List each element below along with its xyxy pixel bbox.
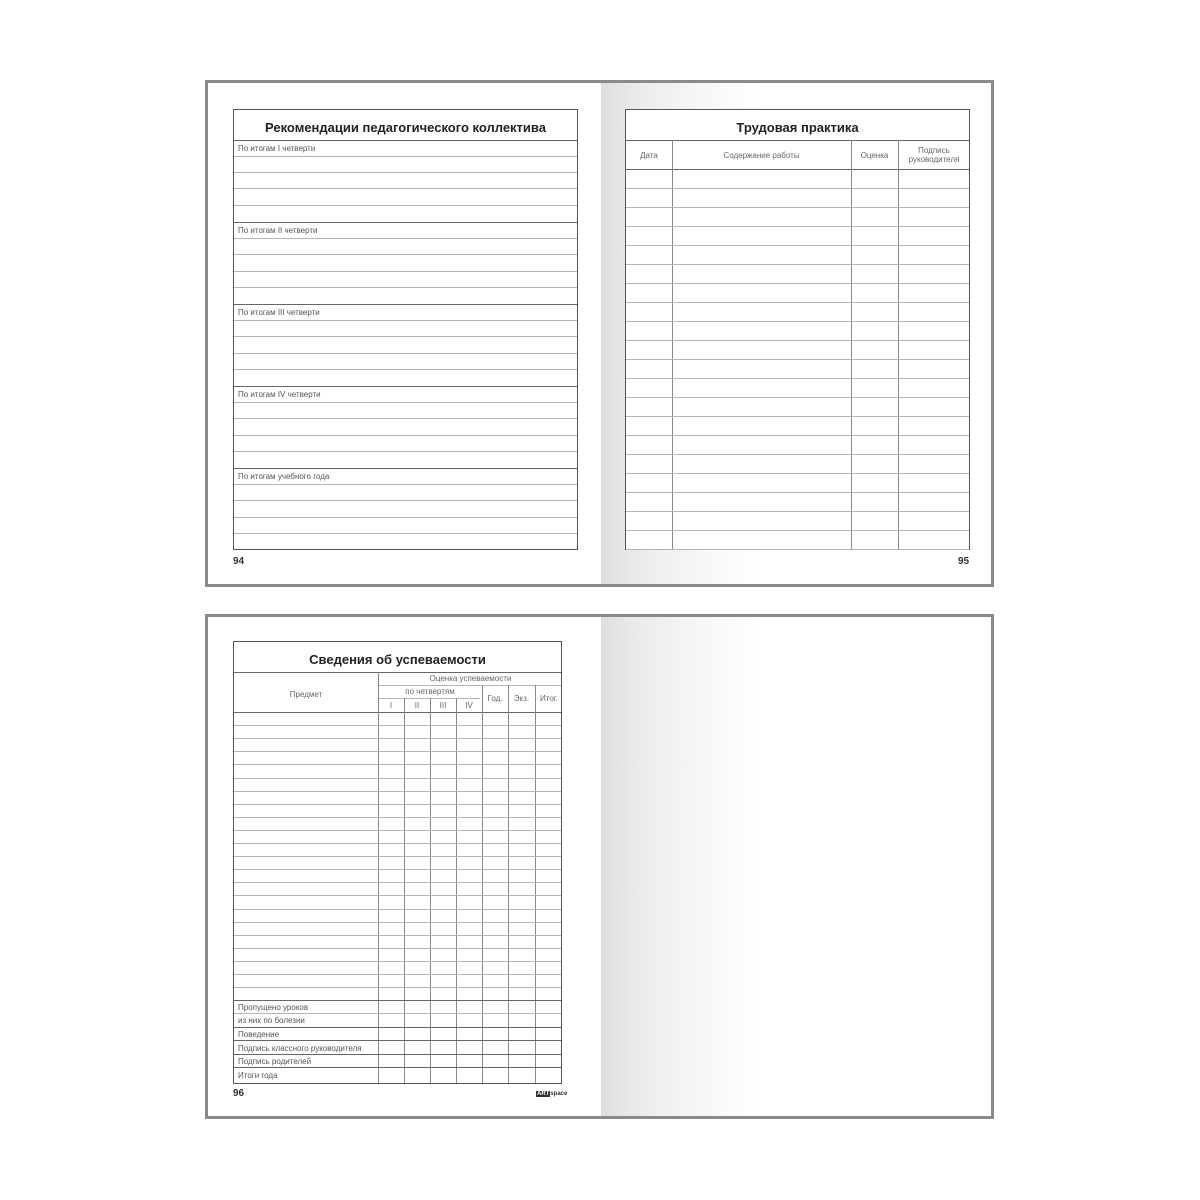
page-number: 94 — [233, 556, 245, 567]
quarter-IV: IV — [465, 701, 473, 710]
quarter-III: III — [439, 701, 447, 710]
table-row-line — [234, 817, 561, 818]
table-row-line — [234, 804, 561, 805]
page-gutter-shadow — [601, 617, 761, 1116]
table-row-line — [626, 378, 969, 379]
table-row-line — [626, 188, 969, 189]
column-header-work: Содержание работы — [723, 151, 800, 160]
footer-row-label: из них по болезни — [238, 1016, 305, 1025]
column-header-grade: Оценка — [860, 151, 889, 160]
top-spread — [205, 80, 994, 587]
table-row-line — [234, 961, 561, 962]
footer-row-label: Подпись классного руководителя — [238, 1044, 362, 1053]
table-row-line — [234, 895, 561, 896]
column-header-grade: Оценка успеваемости — [429, 674, 512, 683]
table-row-line — [626, 511, 969, 512]
bottom-spread — [205, 614, 994, 1119]
work-practice-table — [625, 109, 970, 550]
table-row-line — [234, 856, 561, 857]
column-header-date: Дата — [640, 151, 658, 160]
table-row-line — [234, 830, 561, 831]
brand-logo — [536, 1091, 567, 1097]
footer-row-label: Пропущено уроков — [238, 1003, 309, 1012]
footer-row-label: Поведение — [238, 1030, 280, 1039]
logo-space-text: space — [550, 1091, 568, 1097]
table-row-line — [626, 397, 969, 398]
table-row-line — [234, 948, 561, 949]
table-row-line — [626, 530, 969, 531]
table-row-line — [234, 882, 561, 883]
page-number: 95 — [958, 556, 970, 567]
grades-table — [233, 641, 562, 1084]
table-row-line — [234, 725, 561, 726]
table-row-line — [626, 473, 969, 474]
footer-row-label: Итоги года — [238, 1071, 278, 1080]
table-row-line — [626, 207, 969, 208]
section-label: По итогам III четверти — [238, 308, 320, 317]
table-row-line — [626, 283, 969, 284]
page-title: Рекомендации педагогического коллектива — [265, 120, 546, 135]
table-row-line — [626, 416, 969, 417]
table-row-line — [234, 922, 561, 923]
column-header-year: Год. — [487, 694, 503, 703]
table-row-line — [626, 321, 969, 322]
table-row-line — [626, 264, 969, 265]
logo-art-text: ART — [537, 1091, 550, 1097]
section-label: По итогам I четверти — [238, 144, 316, 153]
table-row-line — [626, 245, 969, 246]
quarter-I: I — [389, 701, 393, 710]
table-row-line — [234, 764, 561, 765]
page-title: Трудовая практика — [736, 120, 859, 135]
column-header-exam: Экз. — [513, 694, 530, 703]
table-row-line — [234, 778, 561, 779]
column-header-signature: Подпись руководителя — [908, 146, 960, 164]
page-number: 96 — [233, 1088, 245, 1099]
table-row-line — [626, 549, 969, 550]
table-row-line — [626, 340, 969, 341]
table-row-line — [234, 791, 561, 792]
table-row-line — [626, 302, 969, 303]
table-row-line — [626, 226, 969, 227]
column-header-total: Итог. — [540, 694, 558, 703]
footer-row-label: Подпись родителей — [238, 1057, 312, 1066]
section-label: По итогам II четверти — [238, 226, 318, 235]
page-title: Сведения об успеваемости — [309, 652, 486, 667]
table-row-line — [626, 454, 969, 455]
table-row-line — [234, 935, 561, 936]
section-label: По итогам IV четверти — [238, 390, 321, 399]
table-row-line — [626, 359, 969, 360]
recommendations-frame — [233, 109, 578, 550]
section-label: По итогам учебного года — [238, 472, 330, 481]
column-header-quarters: по четвертям — [405, 687, 455, 696]
column-header-subject: Предмет — [289, 690, 323, 699]
table-row-line — [626, 492, 969, 493]
table-row-line — [234, 843, 561, 844]
table-row-line — [626, 435, 969, 436]
table-row-line — [234, 987, 561, 988]
quarter-II: II — [414, 701, 420, 710]
table-row-line — [234, 751, 561, 752]
table-row-line — [234, 738, 561, 739]
table-row-line — [234, 909, 561, 910]
table-row-line — [234, 869, 561, 870]
table-row-line — [234, 974, 561, 975]
